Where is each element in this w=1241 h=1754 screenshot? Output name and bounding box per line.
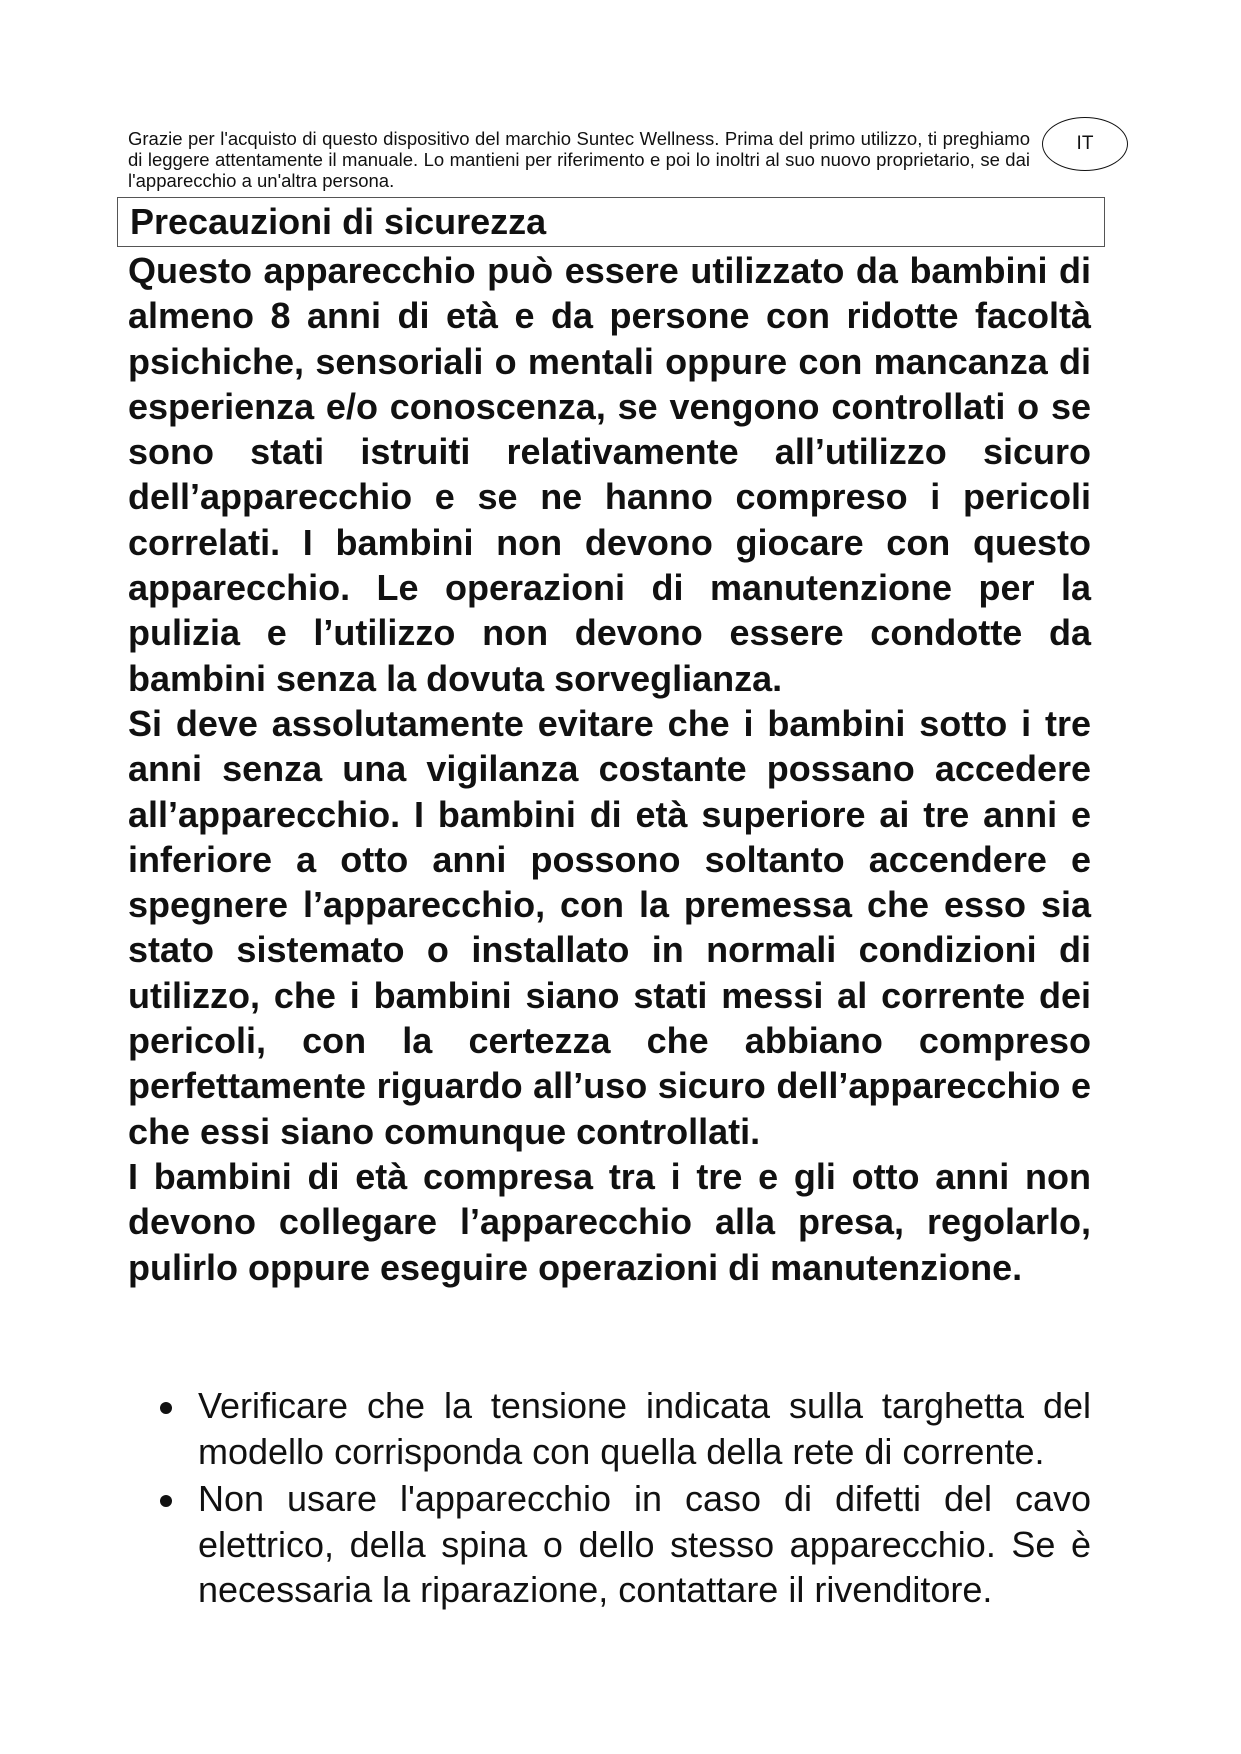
warning-paragraph-2: Si deve assolutamente evitare che i bambini sotto i tre anni senza una vigilanza costante possano accedere all’apparecchio. I bambini di età superiore ai tre anni e inferiore a otto anni possono soltanto accendere e spegnere l’apparecchio, con la premessa che esso sia stato sistemato o installato in normali condizioni di utilizzo, che i bambini siano stati messi al corrente dei pericoli, con la certezza che abbiano compreso perfettamente riguardo all’uso sicuro dell’apparecchio e che essi siano comunque controllati. bbox=[128, 702, 1091, 1152]
section-title: Precauzioni di sicurezza bbox=[130, 201, 547, 242]
bullet-dot-icon bbox=[160, 1495, 172, 1507]
intro-text: Grazie per l'acquisto di questo dispositivo del marchio Suntec Wellness. Prima del primo utilizzo, ti preghiamo di leggere attentamente il manuale. Lo mantieni per riferimento e poi lo inoltri al suo nuovo proprietario, se dai l'apparecchio a un'altra persona. bbox=[128, 128, 1030, 191]
bullet-dot-icon bbox=[160, 1402, 172, 1414]
warning-paragraph-3: I bambini di età compresa tra i tre e gli otto anni non devono collegare l’apparecchio alla presa, regolarlo, pulirlo oppure eseguire operazioni di manutenzione. bbox=[128, 1155, 1091, 1288]
safety-warning-block bbox=[128, 248, 1091, 1290]
bullet-item-defects bbox=[150, 1476, 1091, 1613]
bullet-item-voltage bbox=[150, 1383, 1091, 1474]
language-badge bbox=[1042, 117, 1128, 171]
bullet-item-text: Non usare l'apparecchio in caso di difetti del cavo elettrico, della spina o dello stesso apparecchio. Se è necessaria la riparazione, contattare il rivenditore. bbox=[198, 1478, 1091, 1610]
language-badge-label: IT bbox=[1076, 133, 1094, 154]
warning-paragraph-1: Questo apparecchio può essere utilizzato da bambini di almeno 8 anni di età e da persone con ridotte facoltà psichiche, sensoriali o mentali oppure con mancanza di esperienza e/o conoscenza, se vengono controllati o se sono stati istruiti relativamente all’utilizzo sicuro dell’apparecchio e se ne hanno compreso i pericoli correlati. I bambini non devono giocare con questo apparecchio. Le operazioni di manutenzione per la pulizia e l’utilizzo non devono essere condotte da bambini senza la dovuta sorveglianza. bbox=[128, 250, 1091, 699]
section-header-box bbox=[117, 197, 1105, 247]
safety-bullet-list bbox=[150, 1383, 1091, 1615]
bullet-item-text: Verificare che la tensione indicata sulla targhetta del modello corrisponda con quella della rete di corrente. bbox=[198, 1385, 1091, 1472]
